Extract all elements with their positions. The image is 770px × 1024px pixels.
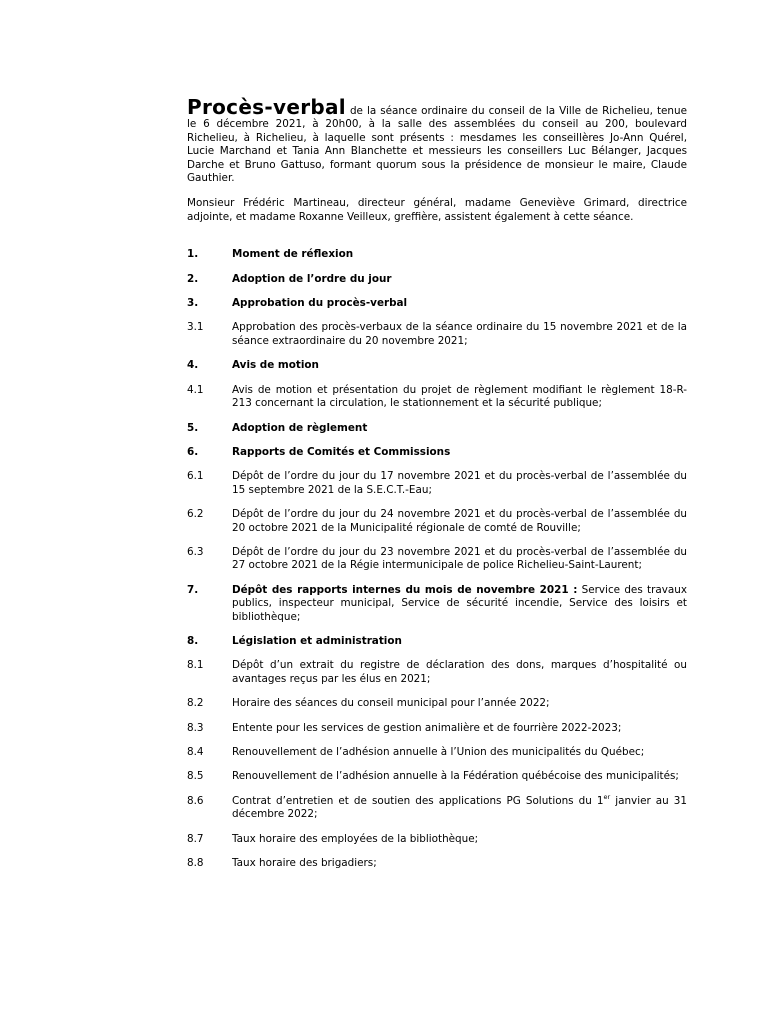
agenda-item-text: Adoption de règlement [232, 421, 368, 434]
agenda-item-number: 6.3 [187, 545, 204, 558]
agenda-item-number: 8. [187, 634, 199, 647]
agenda-item [187, 248, 687, 261]
agenda-item-text: Rapports de Comités et Commissions [232, 445, 451, 458]
agenda-item [187, 770, 687, 783]
agenda-item [187, 384, 687, 411]
agenda-item-text: Avis de motion et présentation du projet de règlement modifiant le règlement 18-R-213 concernant la circulation, le stationnement et la sécurité publique; [232, 383, 687, 410]
agenda-item-number: 6. [187, 445, 199, 458]
agenda-item-number: 2. [187, 272, 199, 285]
agenda-item-text: Renouvellement de l’adhésion annuelle à l’Union des municipalités du Québec; [232, 746, 645, 758]
agenda-item-number: 4.1 [187, 383, 204, 396]
document-title: Procès-verbal [187, 95, 346, 119]
agenda-item [187, 857, 687, 870]
intro-paragraph [187, 95, 687, 185]
agenda-item-number: 6.1 [187, 470, 204, 483]
agenda-item [187, 546, 687, 573]
agenda-item-number: 8.5 [187, 770, 204, 783]
agenda-item-number: 8.2 [187, 697, 204, 710]
superscript: er [603, 792, 611, 801]
agenda-item [187, 659, 687, 686]
intro-text: de la séance ordinaire du conseil de la Ville de Richelieu, tenue le 6 décembre 2021, à 20h00, à la salle des assemblées du conseil au 200, boulevard Richelieu, à Richelieu, à laquelle sont présents : mesdames les conseillères Jo-Ann Quérel, Lucie Marchand et Tania Ann Blanchette et messieurs les conseillers Luc Bélanger, Jacques Darche et Bruno Gattuso, formant quorum sous la présidence de monsieur le maire, Claude Gauthier. [187, 105, 687, 185]
agenda-item-number: 4. [187, 359, 199, 372]
agenda-item [187, 833, 687, 846]
agenda-item-text: Dépôt de l’ordre du jour du 17 novembre 2021 et du procès-verbal de l’assemblée du 15 septembre 2021 de la S.E.C.T.-Eau; [232, 470, 687, 496]
agenda-item-text: Moment de réflexion [232, 248, 354, 261]
agenda-item-text: Dépôt de l’ordre du jour du 23 novembre 2021 et du procès-verbal de l’assemblée du 27 octobre 2021 de la Régie intermunicipale de police Richelieu-Saint-Laurent; [232, 545, 687, 572]
agenda-item-text-pre: Contrat d’entretien et de soutien des applications PG Solutions du 1 [232, 794, 604, 807]
agenda-item [187, 508, 687, 535]
agenda-item-number: 8.4 [187, 746, 204, 758]
agenda-item-bold-text: Dépôt des rapports internes du mois de novembre 2021 : [232, 583, 578, 596]
agenda-item [187, 635, 687, 648]
agenda-item-number: 3.1 [187, 321, 204, 334]
agenda-item [187, 297, 687, 310]
document-page [187, 95, 688, 870]
agenda-item [187, 359, 687, 372]
agenda-item-number: 8.8 [187, 857, 204, 870]
agenda-item-text-post: janvier au 31 décembre 2022; [232, 794, 688, 821]
agenda-item-text: Législation et administration [232, 634, 402, 647]
agenda-item-number: 3. [187, 297, 199, 310]
agenda-item-number: 5. [187, 421, 199, 434]
agenda-item [187, 321, 687, 348]
agenda-item [187, 792, 688, 822]
agenda-item-text: Dépôt de l’ordre du jour du 24 novembre 2021 et du procès-verbal de l’assemblée du 20 octobre 2021 de la Municipalité régionale de comté de Rouville; [232, 508, 687, 534]
agenda-item [187, 470, 687, 497]
agenda-item-text: Avis de motion [232, 359, 319, 372]
agenda-item-text: Horaire des séances du conseil municipal pour l’année 2022; [232, 697, 550, 710]
agenda-item [187, 584, 687, 624]
agenda-item [187, 273, 687, 286]
agenda-item-number: 7. [187, 583, 199, 596]
agenda-item [187, 446, 687, 459]
agenda-item-text: Approbation du procès-verbal [232, 297, 408, 310]
agenda-item [187, 422, 687, 435]
agenda-item-text [232, 792, 688, 822]
agenda-item [187, 722, 687, 735]
agenda-item-number: 8.3 [187, 721, 204, 734]
agenda-item-text: Renouvellement de l’adhésion annuelle à la Fédération québécoise des municipalités; [232, 770, 679, 783]
agenda-item-number: 8.1 [187, 659, 204, 672]
agenda-item-text [232, 584, 687, 624]
agenda-item [187, 746, 687, 759]
agenda-item-text: Dépôt d’un extrait du registre de déclaration des dons, marques d’hospitalité ou avantages reçus par les élus en 2021; [232, 659, 687, 685]
agenda-item-rest-text: Service des travaux publics, inspecteur municipal, Service de sécurité incendie, Service des loisirs et bibliothèque; [232, 583, 687, 623]
agenda-item-text: Adoption de l’ordre du jour [232, 272, 392, 285]
agenda-list [187, 248, 687, 870]
agenda-item-number: 1. [187, 248, 199, 261]
attendance-paragraph: Monsieur Frédéric Martineau, directeur général, madame Geneviève Grimard, directrice adjointe, et madame Roxanne Veilleux, greffière, assistent également à cette séance. [187, 197, 687, 223]
agenda-item-text: Approbation des procès-verbaux de la séance ordinaire du 15 novembre 2021 et de la séance extraordinaire du 20 novembre 2021; [232, 321, 687, 347]
agenda-item-text: Taux horaire des employées de la bibliothèque; [232, 832, 479, 845]
agenda-item-text: Entente pour les services de gestion animalière et de fourrière 2022-2023; [232, 721, 622, 734]
agenda-item-number: 6.2 [187, 508, 204, 521]
agenda-item-number: 8.6 [187, 794, 204, 807]
agenda-item [187, 697, 687, 710]
agenda-item-text: Taux horaire des brigadiers; [232, 857, 377, 870]
agenda-item-number: 8.7 [187, 832, 204, 845]
